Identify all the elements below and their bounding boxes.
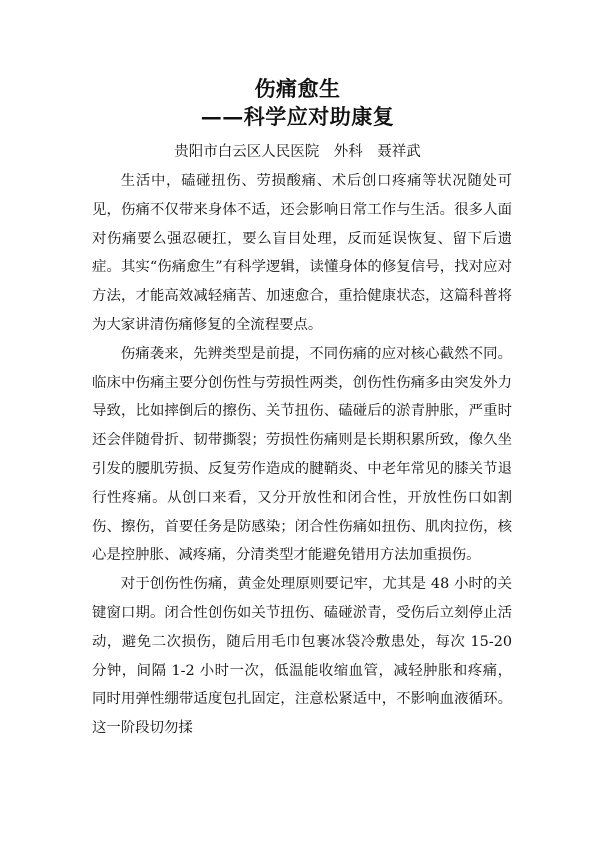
article-title: 伤痛愈生: [254, 76, 341, 101]
article-subtitle: ——科学应对助康复: [200, 104, 395, 129]
paragraph-intro: 生活中，磕碰扭伤、劳损酸痛、术后创口疼痛等状况随处可见，伤痛不仅带来身体不适，还会影响日常工作与生活。很多人面对伤痛要么强忍硬扛，要么盲目处理，反而延误恢复、留下后遗症。其实“伤痛愈生”有科学逻辑，读懂身体的修复信号，找对应对方法，才能高效减轻痛苦、加速愈合，重拾健康状态，这篇科普将为大家讲清伤痛修复的全流程要点。: [92, 173, 512, 333]
author-byline: 贵阳市白云区人民医院 外科 聂祥武: [174, 144, 421, 160]
article-body: [92, 167, 512, 743]
paragraph-types: 伤痛袭来，先辨类型是前提，不同伤痛的应对核心截然不同。临床中伤痛主要分创伤性与劳损性两类，创伤性伤痛多由突发外力导致，比如摔倒后的擦伤、关节扭伤、磕碰后的淤青肿胀，严重时还会伴随骨折、韧带撕裂；劳损性伤痛则是长期积累所致，像久坐引发的腰肌劳损、反复劳作造成的腱鞘炎、中老年常见的膝关节退行性疼痛。从创口来看，又分开放性和闭合性，开放性伤口如割伤、擦伤，首要任务是防感染；闭合性伤痛如扭伤、肌肉拉伤，核心是控肿胀、减疼痛，分清类型才能避免错用方法加重损伤。: [92, 345, 512, 564]
paragraph-treatment: 对于创伤性伤痛，黄金处理原则要记牢，尤其是 48 小时的关键窗口期。闭合性创伤如关节扭伤、磕碰淤青，受伤后立刻停止活动，避免二次损伤，随后用毛巾包裹冰袋冷敷患处，每次 15-20 分钟，间隔 1-2 小时一次，低温能收缩血管，减轻肿胀和疼痛，同时用弹性绷带适度包扎固定，注意松紧适中，不影响血液循环。这一阶段切勿揉: [92, 576, 512, 737]
